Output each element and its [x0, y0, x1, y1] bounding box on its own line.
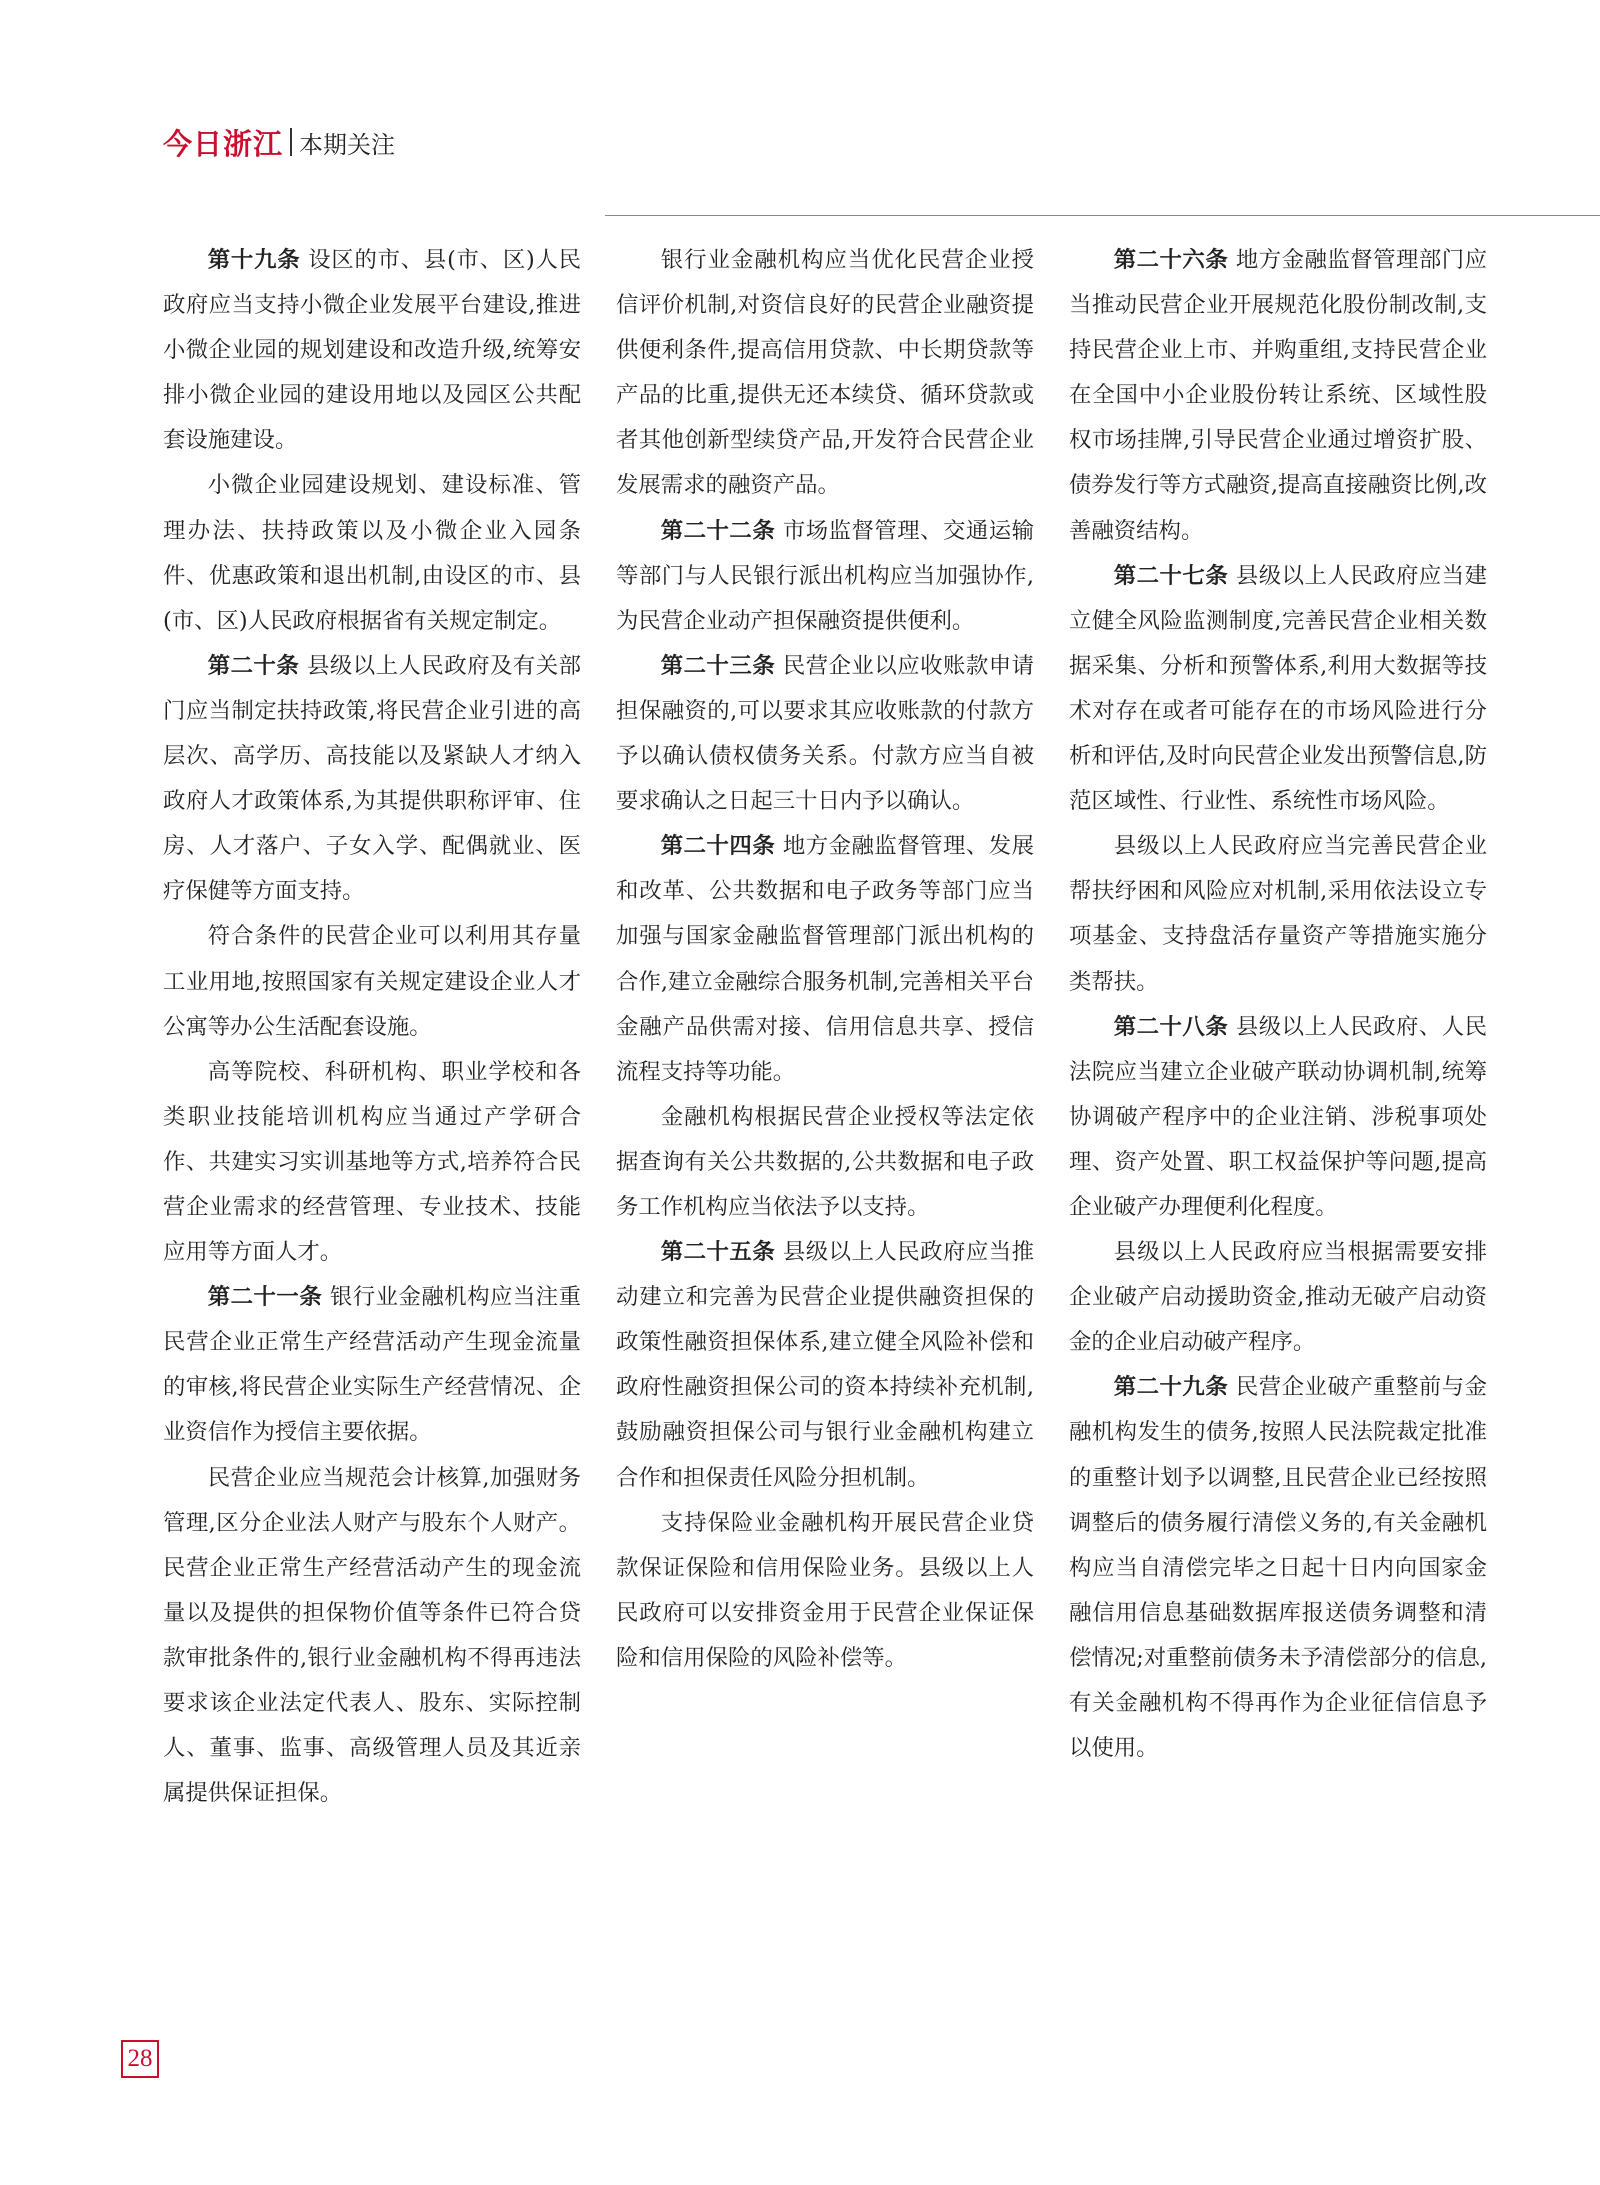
paragraph-text: 县级以上人民政府应当完善民营企业帮扶纾困和风险应对机制,采用依法设立专项基金、支持盘活存量资产等措施实施分类帮扶。 [1069, 833, 1487, 995]
paragraph-text: 市场监督管理、交通运输等部门与人民银行派出机构应当加强协作,为民营企业动产担保融资提供便利。 [616, 517, 1035, 634]
page-header [163, 122, 395, 162]
article-number: 第二十七条 [1113, 562, 1229, 589]
paragraph [616, 509, 1034, 644]
paragraph-text: 县级以上人民政府应当根据需要安排企业破产启动援助资金,推动无破产启动资金的企业启动破产程序。 [1069, 1239, 1487, 1356]
article-number: 第二十五条 [660, 1239, 776, 1266]
header-divider [290, 128, 292, 156]
paragraph [1069, 1365, 1487, 1771]
paragraph [163, 1456, 581, 1817]
paragraph-text: 高等院校、科研机构、职业学校和各类职业技能培训机构应当通过产学研合作、共建实习实训基地等方式,培养符合民营企业需求的经营管理、专业技术、技能应用等方面人才。 [163, 1058, 581, 1266]
paragraph-text: 民营企业以应收账款申请担保融资的,可以要求其应收账款的付款方予以确认债权债务关系。付款方应当自被要求确认之日起三十日内予以确认。 [616, 652, 1035, 815]
text-column-2 [616, 238, 1034, 1681]
paragraph-text: 银行业金融机构应当优化民营企业授信评价机制,对资信良好的民营企业融资提供便利条件,提高信用贷款、中长期贷款等产品的比重,提供无还本续贷、循环贷款或者其他创新型续贷产品,开发符合民营企业发展需求的融资产品。 [616, 247, 1034, 499]
paragraph [616, 1095, 1034, 1230]
paragraph-text: 县级以上人民政府应当建立健全风险监测制度,完善民营企业相关数据采集、分析和预警体系,利用大数据等技术对存在或者可能存在的市场风险进行分析和评估,及时向民营企业发出预警信息,防范区域性、行业性、系统性市场风险。 [1069, 562, 1488, 815]
paragraph-text: 符合条件的民营企业可以利用其存量工业用地,按照国家有关规定建设企业人才公寓等办公生活配套设施。 [163, 923, 581, 1040]
paragraph [1069, 1005, 1487, 1230]
paragraph [163, 914, 581, 1049]
paragraph-text: 民营企业破产重整前与金融机构发生的债务,按照人民法院裁定批准的重整计划予以调整,且民营企业已经按照调整后的债务履行清偿义务的,有关金融机构应当自清偿完毕之日起十日内向国家金融信用信息基础数据库报送债务调整和清偿情况;对重整前债务未予清偿部分的信息,有关金融机构不得再作为企业征信信息予以使用。 [1069, 1374, 1488, 1762]
paragraph-text: 地方金融监督管理、发展和改革、公共数据和电子政务等部门应当加强与国家金融监督管理部门派出机构的合作,建立金融综合服务机制,完善相关平台金融产品供需对接、信用信息共享、授信流程支持等功能。 [616, 833, 1035, 1085]
paragraph-text: 民营企业应当规范会计核算,加强财务管理,区分企业法人财产与股东个人财产。民营企业正常生产经营活动产生的现金流量以及提供的担保物价值等条件已符合贷款审批条件的,银行业金融机构不得再违法要求该企业法定代表人、股东、实际控制人、董事、监事、高级管理人员及其近亲属提供保证担保。 [163, 1464, 581, 1807]
paragraph [1069, 1230, 1487, 1365]
article-number: 第二十八条 [1113, 1013, 1229, 1040]
article-number: 第二十四条 [660, 833, 776, 860]
page-number: 28 [121, 2040, 159, 2078]
paragraph-text: 县级以上人民政府应当推动建立和完善为民营企业提供融资担保的政策性融资担保体系,建立健全风险补偿和政府性融资担保公司的资本持续补充机制,鼓励融资担保公司与银行业金融机构建立合作和担保责任风险分担机制。 [616, 1239, 1035, 1491]
paragraph [616, 644, 1034, 824]
article-number: 第二十六条 [1113, 247, 1229, 273]
paragraph [163, 463, 581, 643]
paragraph-text: 支持保险业金融机构开展民营企业贷款保证保险和信用保险业务。县级以上人民政府可以安排资金用于民营企业保证保险和信用保险的风险补偿等。 [616, 1509, 1034, 1671]
section-title: 本期关注 [299, 130, 396, 159]
paragraph [1069, 554, 1487, 825]
paragraph-text: 地方金融监督管理部门应当推动民营企业开展规范化股份制改制,支持民营企业上市、并购重组,支持民营企业在全国中小企业股份转让系统、区域性股权市场挂牌,引导民营企业通过增资扩股、债券发行等方式融资,提高直接融资比例,改善融资结构。 [1069, 247, 1488, 544]
text-column-3 [1069, 238, 1487, 1771]
paragraph [616, 1501, 1034, 1681]
paragraph [616, 238, 1034, 509]
paragraph-text: 金融机构根据民营企业授权等法定依据查询有关公共数据的,公共数据和电子政务工作机构应当依法予以支持。 [616, 1103, 1034, 1220]
paragraph [616, 1230, 1034, 1501]
paragraph-text: 银行业金融机构应当注重民营企业正常生产经营活动产生现金流量的审核,将民营企业实际生产经营情况、企业资信作为授信主要依据。 [163, 1284, 582, 1446]
paragraph [163, 238, 581, 463]
header-rule [605, 215, 1600, 216]
paragraph [163, 1275, 581, 1455]
magazine-logo: 今日浙江 [163, 126, 284, 161]
paragraph [616, 824, 1034, 1095]
paragraph [1069, 238, 1487, 554]
paragraph [1069, 824, 1487, 1004]
paragraph-text: 设区的市、县(市、区)人民政府应当支持小微企业发展平台建设,推进小微企业园的规划建设和改造升级,统筹安排小微企业园的建设用地以及园区公共配套设施建设。 [163, 247, 581, 454]
article-number: 第二十三条 [660, 652, 776, 679]
article-number: 第二十条 [207, 652, 300, 679]
paragraph [163, 1050, 581, 1275]
paragraph-text: 小微企业园建设规划、建设标准、管理办法、扶持政策以及小微企业入园条件、优惠政策和退出机制,由设区的市、县(市、区)人民政府根据省有关规定制定。 [163, 472, 581, 634]
article-number: 第二十二条 [660, 517, 776, 544]
article-number: 第二十一条 [207, 1284, 323, 1311]
text-column-1 [163, 238, 581, 1816]
paragraph [163, 644, 581, 915]
article-number: 第十九条 [207, 247, 301, 273]
paragraph-text: 县级以上人民政府、人民法院应当建立企业破产联动协调机制,统筹协调破产程序中的企业注销、涉税事项处理、资产处置、职工权益保护等问题,提高企业破产办理便利化程度。 [1069, 1013, 1488, 1220]
paragraph-text: 县级以上人民政府及有关部门应当制定扶持政策,将民营企业引进的高层次、高学历、高技能以及紧缺人才纳入政府人才政策体系,为其提供职称评审、住房、人才落户、子女入学、配偶就业、医疗保健等方面支持。 [163, 652, 582, 905]
article-number: 第二十九条 [1113, 1374, 1229, 1401]
